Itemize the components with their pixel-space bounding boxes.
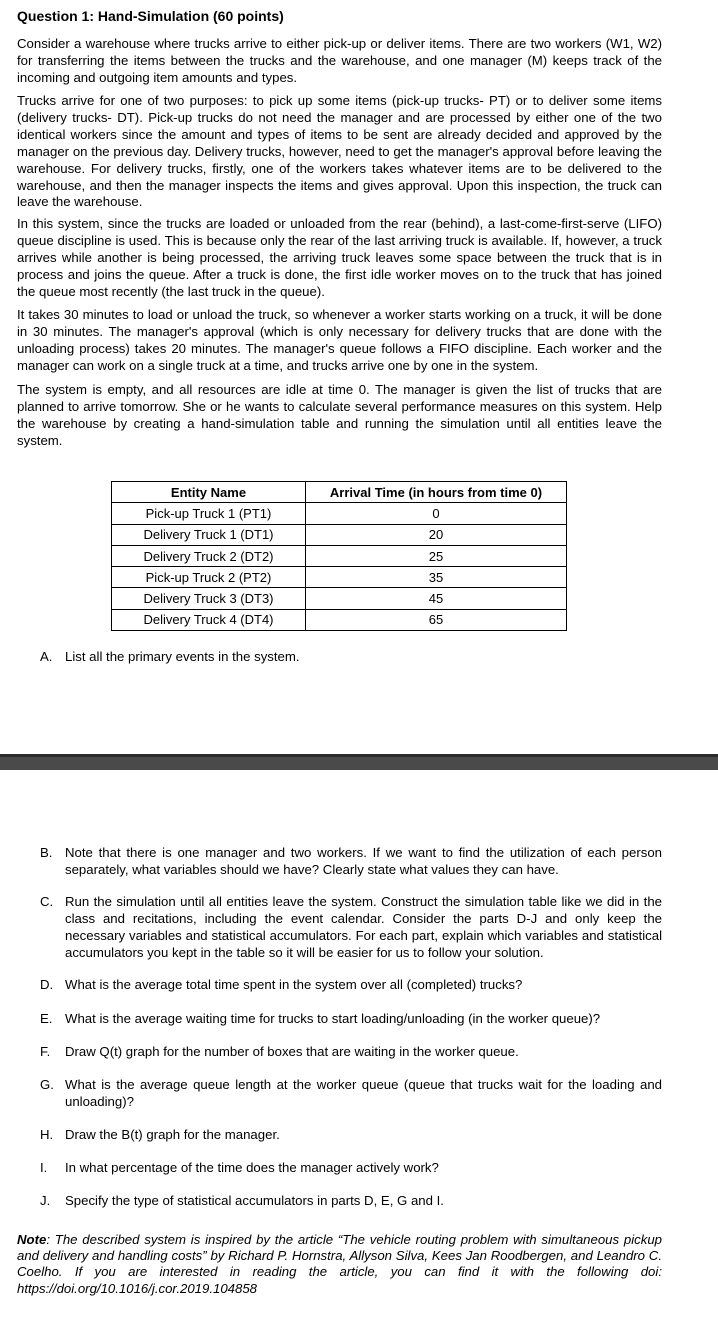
table-cell: Delivery Truck 2 (DT2) [112,545,306,566]
table-header-row [112,482,567,503]
footnote [17,1232,662,1297]
question-label: G. [40,1077,54,1092]
question-label: A. [40,649,53,664]
table-row [112,545,567,566]
question-text: Draw the B(t) graph for the manager. [65,1127,280,1142]
table-row [112,524,567,545]
question-label: E. [40,1011,53,1026]
question-e [40,1011,662,1028]
table-cell: 45 [306,588,567,609]
question-text: Draw Q(t) graph for the number of boxes that are waiting in the worker queue. [65,1044,519,1059]
question-label: I. [40,1160,48,1175]
question-f [40,1044,662,1061]
question-d [40,977,662,994]
note-text: : The described system is inspired by the article “The vehicle routing problem with simultaneous pickup and delivery and handling costs” by Richard P. Hornstra, Allyson Silva, Kees Jan Roodbergen, and Leandro C. Coelho. If you are interested in reading the article, you can find it with the following doi: https://doi.org/10.1016/j.cor.2019.104858 [17,1232,662,1296]
table-cell: 35 [306,567,567,588]
paragraph-queue-discipline: In this system, since the trucks are loaded or unloaded from the rear (behind), a last-come-first-serve (LIFO) queue discipline is used. This is because only the rear of the last arriving truck is available. If, however, a truck arrives while another is being processed, the arriving truck leaves some space between the truck that is in process and joins the queue. After a truck is done, the first idle worker moves on to the truck that has joined the queue most recently (the last truck in the queue). [17,216,662,299]
question-label: C. [40,894,54,909]
table-cell: 25 [306,545,567,566]
paragraph-task: The system is empty, and all resources are idle at time 0. The manager is given the list of trucks that are planned to arrive tomorrow. She or he wants to calculate several performance measures on this system. Help the warehouse by creating a hand-simulation table and running the simulation until all entities leave the system. [17,382,662,448]
question-label: F. [40,1044,51,1059]
question-text: What is the average queue length at the worker queue (queue that trucks wait for the loading and unloading)? [65,1077,662,1109]
paragraph-service-times: It takes 30 minutes to load or unload the truck, so whenever a worker starts working on a truck, it will be done in 30 minutes. The manager's approval (which is only necessary for delivery trucks that are done with the unloading process) takes 20 minutes. The manager's queue follows a FIFO discipline. Each worker and the manager can work on a single truck at a time, and trucks arrive one by one in the system. [17,307,662,373]
question-b [40,845,662,879]
table-cell: Delivery Truck 1 (DT1) [112,524,306,545]
note-label: Note [17,1232,47,1247]
question-h [40,1127,662,1144]
page-separator [0,754,718,770]
question-text: Note that there is one manager and two workers. If we want to find the utilization of each person separately, what variables should we have? Clearly state what values they can have. [65,845,662,877]
question-i [40,1160,662,1177]
table-header-cell: Entity Name [112,482,306,503]
question-title: Question 1: Hand-Simulation (60 points) [17,8,284,24]
table-row [112,609,567,630]
question-text: List all the primary events in the system. [65,649,300,664]
question-a [40,649,662,666]
separator-shadow [0,754,718,757]
question-j [40,1193,662,1210]
question-label: D. [40,977,54,992]
table-row [112,567,567,588]
question-text: Specify the type of statistical accumulators in parts D, E, G and I. [65,1193,444,1208]
arrival-table [111,481,567,631]
question-g [40,1077,662,1111]
question-text: What is the average total time spent in the system over all (completed) trucks? [65,977,523,992]
table-row [112,503,567,524]
table-cell: 20 [306,524,567,545]
table-cell: Pick-up Truck 2 (PT2) [112,567,306,588]
question-text: What is the average waiting time for trucks to start loading/unloading (in the worker queue)? [65,1011,601,1026]
question-label: H. [40,1127,54,1142]
table-cell: Delivery Truck 4 (DT4) [112,609,306,630]
question-c [40,894,662,962]
table-cell: 0 [306,503,567,524]
table-cell: Delivery Truck 3 (DT3) [112,588,306,609]
paragraph-truck-types: Trucks arrive for one of two purposes: to pick up some items (pick-up trucks- PT) or to deliver some items (delivery trucks- DT). Pick-up trucks do not need the manager and are processed by either one of the two identical workers since the amount and types of items to be sent are already decided and approved by the manager on the previous day. Delivery trucks, however, need to get the manager's approval before leaving the warehouse. For delivery trucks, firstly, one of the workers takes whatever items are to be delivered to the warehouse, and then the manager inspects the items and gives approval. Upon this inspection, the truck can leave the warehouse. [17,93,662,210]
question-label: B. [40,845,53,860]
question-label: J. [40,1193,51,1208]
question-text: In what percentage of the time does the manager actively work? [65,1160,439,1175]
question-text: Run the simulation until all entities leave the system. Construct the simulation table like we did in the class and recitations, including the event calendar. Consider the parts D-J and only keep the necessary variables and statistical accumulators. For each part, explain which variables and statistical accumulators you kept in the table so it will be easier for us to follow your solution. [65,894,662,960]
paragraph-setup: Consider a warehouse where trucks arrive to either pick-up or deliver items. There are two workers (W1, W2) for transferring the items between the trucks and the warehouse, and one manager (M) keeps track of the incoming and outgoing item amounts and types. [17,36,662,85]
table-cell: Pick-up Truck 1 (PT1) [112,503,306,524]
table-header-cell: Arrival Time (in hours from time 0) [306,482,567,503]
table-cell: 65 [306,609,567,630]
table-row [112,588,567,609]
